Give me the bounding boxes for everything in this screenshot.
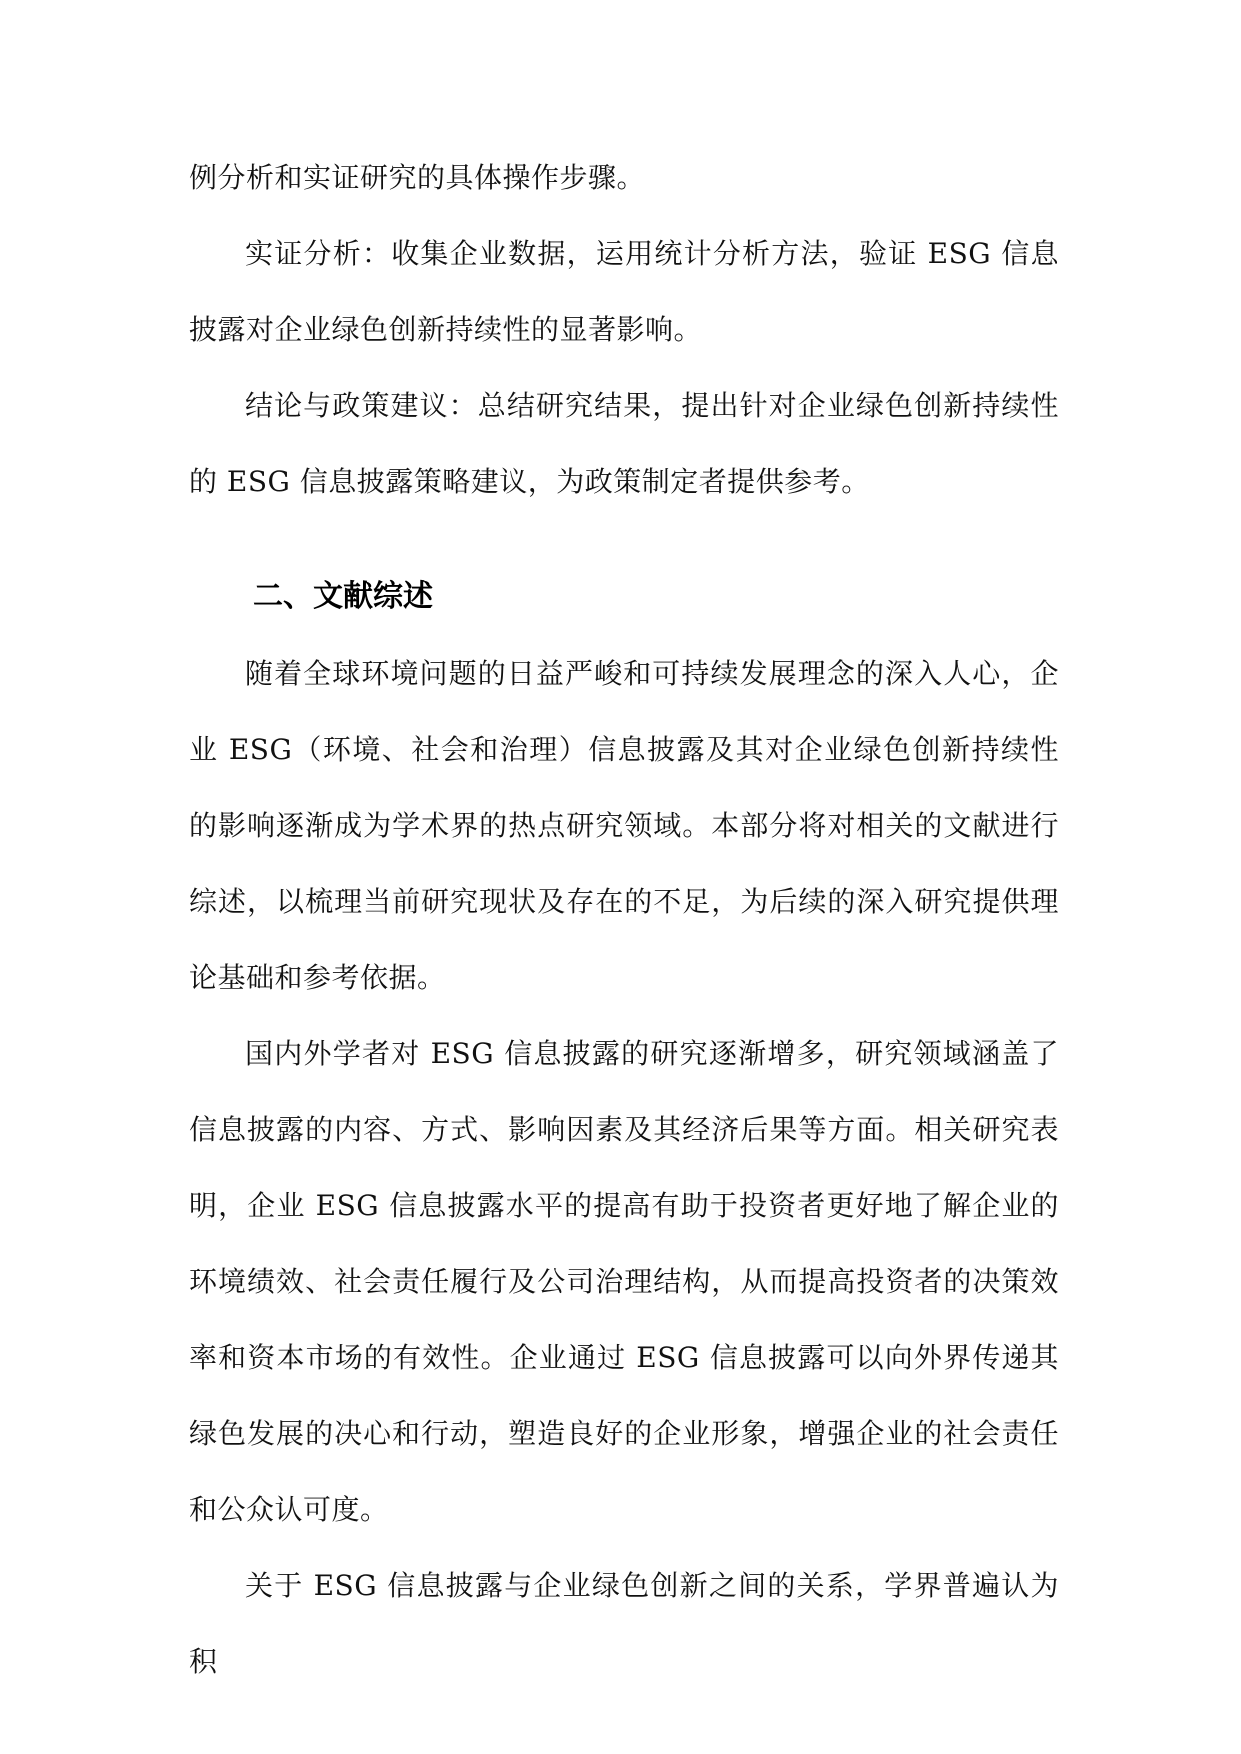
- section-heading-literature-review: 二、文献综述: [253, 579, 433, 614]
- paragraph-conclusion-policy: 结论与政策建议：总结研究结果，提出针对企业绿色创新持续性的 ESG 信息披露策略建议，为政策制定者提供参考。: [189, 389, 1059, 498]
- paragraph-esg-green-innovation: 关于 ESG 信息披露与企业绿色创新之间的关系，学界普遍认为积: [189, 1569, 1059, 1678]
- page-content: [189, 140, 1059, 1700]
- paragraph-empirical-analysis: 实证分析：收集企业数据，运用统计分析方法，验证 ESG 信息披露对企业绿色创新持续性的显著影响。: [189, 237, 1059, 346]
- paragraph-continuation: 例分析和实证研究的具体操作步骤。: [189, 161, 646, 194]
- paragraph-esg-disclosure-research: 国内外学者对 ESG 信息披露的研究逐渐增多，研究领域涵盖了信息披露的内容、方式、影响因素及其经济后果等方面。相关研究表明，企业 ESG 信息披露水平的提高有助于投资者更好地了解企业的环境绩效、社会责任履行及公司治理结构，从而提高投资者的决策效率和资本市场的有效性。企业通过 ESG 信息披露可以向外界传递其绿色发展的决心和行动，塑造良好的企业形象，增强企业的社会责任和公众认可度。: [189, 1037, 1059, 1526]
- paragraph-literature-intro: 随着全球环境问题的日益严峻和可持续发展理念的深入人心，企业 ESG（环境、社会和治理）信息披露及其对企业绿色创新持续性的影响逐渐成为学术界的热点研究领域。本部分将对相关的文献进行综述，以梳理当前研究现状及存在的不足，为后续的深入研究提供理论基础和参考依据。: [189, 657, 1059, 994]
